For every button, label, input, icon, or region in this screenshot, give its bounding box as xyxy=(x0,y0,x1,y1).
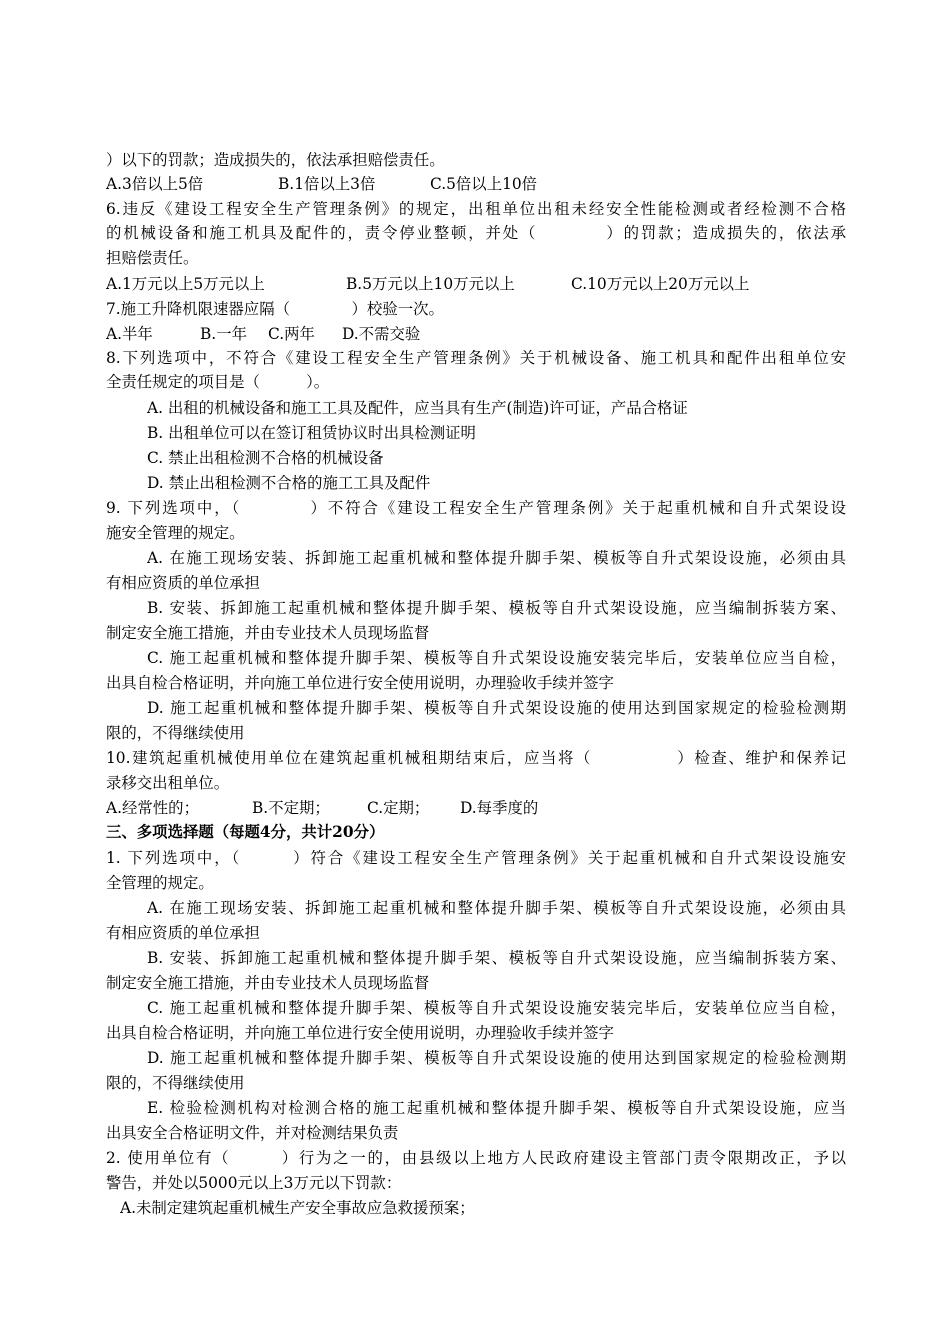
option-text: A.3倍以上5倍 xyxy=(106,175,204,193)
text-line: 有相应资质的单位承担 xyxy=(106,924,260,942)
text-line: A. 出租的机械设备和施工工具及配件，应当具有生产(制造)许可证，产品合格证 xyxy=(147,399,688,417)
text-line: A. 在施工现场安装、拆卸施工起重机械和整体提升脚手架、模板等自升式架设设施，必须由具 xyxy=(147,899,846,917)
text-line: D. 施工起重机械和整体提升脚手架、模板等自升式架设设施的使用达到国家规定的检验检测期 xyxy=(147,699,846,717)
text-line: 施安全管理的规定。 xyxy=(106,524,245,542)
text-line: B. 安装、拆卸施工起重机械和整体提升脚手架、模板等自升式架设设施，应当编制拆装方案、 xyxy=(147,949,846,967)
text-line: 录移交出租单位。 xyxy=(106,774,230,792)
option-text: A.半年 xyxy=(106,325,153,343)
text-line: C. 施工起重机械和整体提升脚手架、模板等自升式架设设施安装完毕后，安装单位应当自检， xyxy=(147,649,846,667)
text-line: B. 出租单位可以在签订租赁协议时出具检测证明 xyxy=(147,424,476,442)
text-line: 有相应资质的单位承担 xyxy=(106,574,260,592)
text-line: 制定安全施工措施，并由专业技术人员现场监督 xyxy=(106,974,430,992)
option-text: D.每季度的 xyxy=(460,799,539,817)
text-line: B. 安装、拆卸施工起重机械和整体提升脚手架、模板等自升式架设设施，应当编制拆装方案、 xyxy=(147,599,846,617)
option-text: B.5万元以上10万元以上 xyxy=(346,275,515,293)
option-text: A.1万元以上5万元以上 xyxy=(106,275,265,293)
option-text: C.10万元以上20万元以上 xyxy=(571,275,750,293)
option-text: D.不需交验 xyxy=(342,325,421,343)
text-line: 出具自检合格证明，并向施工单位进行安全使用说明，办理验收手续并签字 xyxy=(106,674,614,692)
text-line: D. 施工起重机械和整体提升脚手架、模板等自升式架设设施的使用达到国家规定的检验检测期 xyxy=(147,1049,846,1067)
text-line: 担赔偿责任。 xyxy=(106,249,199,267)
text-line: 的机械设备和施工机具及配件的，责令停业整顿，并处（ ）的罚款；造成损失的，依法承 xyxy=(106,224,846,242)
option-text: C.两年 xyxy=(268,325,315,343)
text-line: 限的，不得继续使用 xyxy=(106,724,245,742)
text-line: 1. 下列选项中，（ ）符合《建设工程安全生产管理条例》关于起重机械和自升式架设设施安 xyxy=(106,849,846,867)
text-line: 10.建筑起重机械使用单位在建筑起重机械租期结束后，应当将（ ）检查、维护和保养记 xyxy=(106,749,846,767)
text-line: ）以下的罚款；造成损失的，依法承担赔偿责任。 xyxy=(106,151,445,169)
text-line: 出具自检合格证明，并向施工单位进行安全使用说明，办理验收手续并签字 xyxy=(106,1024,614,1042)
option-text: C.5倍以上10倍 xyxy=(430,175,538,193)
option-text: C.定期； xyxy=(367,799,430,817)
text-line: A.未制定建筑起重机械生产安全事故应急救援预案； xyxy=(120,1199,475,1217)
text-line: 8.下列选项中，不符合《建设工程安全生产管理条例》关于机械设备、施工机具和配件出租单位安 xyxy=(106,349,846,367)
text-line: A. 在施工现场安装、拆卸施工起重机械和整体提升脚手架、模板等自升式架设设施，必须由具 xyxy=(147,549,846,567)
option-text: B.不定期； xyxy=(252,799,330,817)
text-line: 制定安全施工措施，并由专业技术人员现场监督 xyxy=(106,624,430,642)
text-line: 限的，不得继续使用 xyxy=(106,1074,245,1092)
option-text: A.经常性的； xyxy=(106,799,199,817)
option-text: B.1倍以上3倍 xyxy=(278,175,376,193)
text-line: 9. 下列选项中，（ ）不符合《建设工程安全生产管理条例》关于起重机械和自升式架设设 xyxy=(106,499,846,517)
text-line: 全管理的规定。 xyxy=(106,874,214,892)
text-line: 2. 使用单位有（ ）行为之一的，由县级以上地方人民政府建设主管部门责令限期改正，予以 xyxy=(106,1149,846,1167)
text-line: 警告，并处以5000元以上3万元以下罚款： xyxy=(106,1174,402,1192)
text-line: E. 检验检测机构对检测合格的施工起重机械和整体提升脚手架、模板等自升式架设设施，应当 xyxy=(147,1099,846,1117)
text-line: 6.违反《建设工程安全生产管理条例》的规定，出租单位出租未经安全性能检测或者经检测不合格 xyxy=(106,200,846,218)
text-line: 出具安全合格证明文件，并对检测结果负责 xyxy=(106,1124,399,1142)
section-heading: 三、多项选择题（每题4分，共计20分） xyxy=(106,823,385,841)
text-line: C. 施工起重机械和整体提升脚手架、模板等自升式架设设施安装完毕后，安装单位应当自检， xyxy=(147,999,846,1017)
option-text: B.一年 xyxy=(200,325,247,343)
text-line: D. 禁止出租检测不合格的施工工具及配件 xyxy=(147,474,431,492)
text-line: C. 禁止出租检测不合格的机械设备 xyxy=(147,449,384,467)
text-line: 全责任规定的项目是（ ）。 xyxy=(106,373,330,391)
text-line: 7.施工升降机限速器应隔（ ）校验一次。 xyxy=(106,300,444,318)
